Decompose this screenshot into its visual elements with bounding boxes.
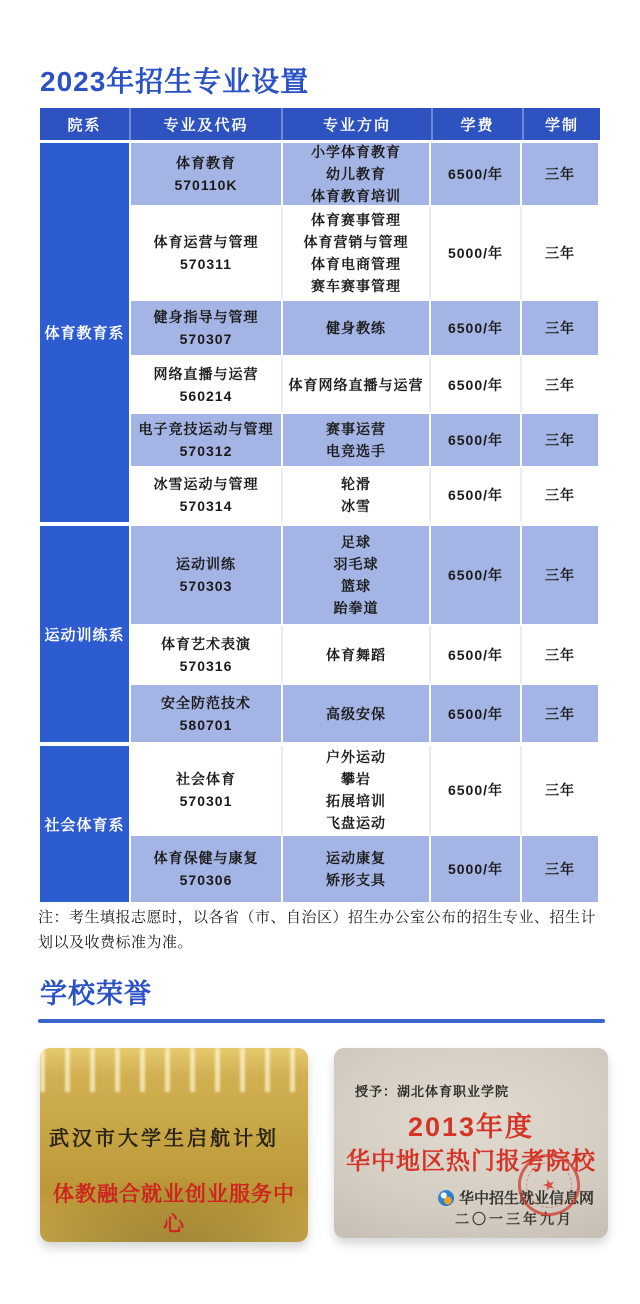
direction-line: 体育赛事管理 xyxy=(311,212,401,228)
direction-line: 羽毛球 xyxy=(333,556,379,572)
direction-line: 赛车赛事管理 xyxy=(311,278,401,294)
duration-cell: 三年 xyxy=(522,301,598,355)
major-code: 580701 xyxy=(179,716,233,733)
table-row xyxy=(131,414,600,466)
direction-line: 飞盘运动 xyxy=(326,815,386,831)
major-name: 体育艺术表演 xyxy=(161,635,251,652)
major-name: 健身指导与管理 xyxy=(153,309,259,325)
major-cell xyxy=(131,143,283,205)
department-section xyxy=(40,526,600,742)
major-cell xyxy=(131,301,283,355)
department-rows xyxy=(131,746,600,902)
table-row xyxy=(131,301,600,355)
direction-cell xyxy=(283,207,431,299)
major-cell xyxy=(131,357,283,412)
duration-cell: 三年 xyxy=(522,836,598,902)
duration-cell: 三年 xyxy=(522,526,598,624)
table-row xyxy=(131,468,600,522)
major-name: 运动训练 xyxy=(176,556,236,572)
direction-line: 健身教练 xyxy=(326,320,386,336)
duration-cell: 三年 xyxy=(522,746,598,834)
tuition-cell: 6500/年 xyxy=(431,746,522,834)
tuition-cell: 6500/年 xyxy=(431,357,522,412)
department-name: 运动训练系 xyxy=(40,526,131,742)
direction-line: 篮球 xyxy=(341,578,371,594)
direction-line: 小学体育教育 xyxy=(311,144,401,160)
direction-cell xyxy=(283,301,431,355)
table-row xyxy=(131,143,600,205)
direction-cell xyxy=(283,746,431,834)
direction-cell xyxy=(283,836,431,902)
award-year: 2013年度 xyxy=(407,1112,535,1142)
tuition-cell: 5000/年 xyxy=(431,836,522,902)
major-name: 冰雪运动与管理 xyxy=(153,476,259,492)
major-code: 560214 xyxy=(179,387,233,404)
direction-line: 运动康复 xyxy=(326,850,386,866)
direction-line: 体育网络直播与运营 xyxy=(288,376,424,393)
honor-photo-gold-plaque xyxy=(40,1048,308,1242)
tuition-cell: 6500/年 xyxy=(431,301,522,355)
direction-line: 拓展培训 xyxy=(326,793,386,809)
department-section xyxy=(40,143,600,522)
gold-plaque-line2: 体教融合就业创业服务中心 xyxy=(53,1183,295,1236)
page-title-admissions: 2023年招生专业设置 xyxy=(40,66,310,97)
tuition-cell: 6500/年 xyxy=(431,143,522,205)
direction-line: 足球 xyxy=(341,534,371,550)
major-name: 网络直播与运营 xyxy=(153,365,259,382)
department-section xyxy=(40,746,600,902)
major-code: 570314 xyxy=(179,498,233,514)
award-date: 二〇一三年九月 xyxy=(455,1211,574,1227)
tuition-cell: 6500/年 xyxy=(431,685,522,742)
major-cell xyxy=(131,836,283,902)
table-row xyxy=(131,526,600,624)
column-header-department: 院系 xyxy=(40,108,131,140)
tuition-cell: 6500/年 xyxy=(431,626,522,683)
page-title-honors: 学校荣誉 xyxy=(40,979,152,1009)
note-text: 注：考生填报志愿时，以各省（市、自治区）招生办公室公布的招生专业、招生计划以及收费标准为准。 xyxy=(38,909,597,951)
direction-line: 体育舞蹈 xyxy=(326,646,386,663)
seal-star-icon: ★ xyxy=(540,1174,558,1196)
major-name: 体育教育 xyxy=(176,155,236,171)
table-header-row xyxy=(40,108,600,140)
direction-cell xyxy=(283,468,431,522)
direction-line: 轮滑 xyxy=(341,476,371,492)
tuition-cell: 6500/年 xyxy=(431,414,522,466)
major-cell xyxy=(131,626,283,683)
department-name: 体育教育系 xyxy=(40,143,131,522)
honor-photo-2013-award xyxy=(334,1048,608,1238)
direction-cell xyxy=(283,143,431,205)
direction-line: 攀岩 xyxy=(341,771,371,787)
duration-cell: 三年 xyxy=(522,626,598,683)
major-cell xyxy=(131,685,283,742)
direction-line: 冰雪 xyxy=(341,498,371,514)
direction-cell xyxy=(283,357,431,412)
tuition-cell: 6500/年 xyxy=(431,526,522,624)
direction-cell xyxy=(283,685,431,742)
table-row xyxy=(131,746,600,834)
direction-cell xyxy=(283,526,431,624)
duration-cell: 三年 xyxy=(522,414,598,466)
direction-line: 户外运动 xyxy=(326,749,386,765)
major-cell xyxy=(131,414,283,466)
major-cell xyxy=(131,746,283,834)
duration-cell: 三年 xyxy=(522,468,598,522)
section-divider xyxy=(38,1019,605,1023)
duration-cell: 三年 xyxy=(522,357,598,412)
major-cell xyxy=(131,207,283,299)
department-name: 社会体育系 xyxy=(40,746,131,902)
issuer-logo-icon xyxy=(438,1190,454,1206)
direction-line: 体育电商管理 xyxy=(311,256,401,272)
direction-line: 幼儿教育 xyxy=(326,166,386,182)
major-name: 电子竞技运动与管理 xyxy=(138,421,274,437)
major-name: 体育保健与康复 xyxy=(153,850,259,866)
direction-line: 体育营销与管理 xyxy=(303,234,409,250)
column-header-tuition: 学费 xyxy=(433,108,524,140)
honors-gallery xyxy=(40,1048,608,1242)
table-row xyxy=(131,626,600,683)
gold-plaque-line1: 武汉市大学生启航计划 xyxy=(49,1128,279,1150)
direction-line: 电竞选手 xyxy=(326,443,386,459)
column-header-duration: 学制 xyxy=(544,116,579,134)
major-name: 安全防范技术 xyxy=(161,694,251,711)
table-row xyxy=(131,357,600,412)
duration-cell: 三年 xyxy=(522,143,598,205)
column-header-direction: 专业方向 xyxy=(283,108,433,140)
major-code: 570307 xyxy=(179,331,233,347)
column-header-major-code: 专业及代码 xyxy=(131,108,283,140)
award-recipient: 授予：湖北体育职业学院 xyxy=(355,1084,510,1099)
table-row xyxy=(131,685,600,742)
award-issuer: 华中招生就业信息网 xyxy=(458,1190,594,1207)
major-code: 570306 xyxy=(179,872,233,888)
major-name: 体育运营与管理 xyxy=(153,234,259,250)
direction-line: 跆拳道 xyxy=(333,600,379,616)
direction-cell xyxy=(283,414,431,466)
table-body xyxy=(40,143,600,902)
table-row xyxy=(131,836,600,902)
major-code: 570303 xyxy=(179,578,233,594)
major-code: 570312 xyxy=(179,443,233,459)
major-code: 570301 xyxy=(179,793,233,809)
duration-cell: 三年 xyxy=(522,207,598,299)
major-code: 570110K xyxy=(174,177,238,193)
department-rows xyxy=(131,143,600,522)
direction-line: 高级安保 xyxy=(326,705,386,722)
direction-line: 体育教育培训 xyxy=(311,188,401,204)
duration-cell: 三年 xyxy=(522,685,598,742)
direction-cell xyxy=(283,626,431,683)
major-code: 570311 xyxy=(180,256,232,272)
table-row xyxy=(131,207,600,299)
major-cell xyxy=(131,468,283,522)
direction-line: 赛事运营 xyxy=(326,421,386,437)
department-rows xyxy=(131,526,600,742)
tuition-cell: 6500/年 xyxy=(431,468,522,522)
direction-line: 矫形支具 xyxy=(326,872,386,888)
majors-table xyxy=(40,108,600,902)
major-cell xyxy=(131,526,283,624)
major-name: 社会体育 xyxy=(176,771,236,787)
tuition-cell: 5000/年 xyxy=(431,207,522,299)
major-code: 570316 xyxy=(179,657,233,674)
award-title: 华中地区热门报考院校 xyxy=(346,1148,596,1175)
